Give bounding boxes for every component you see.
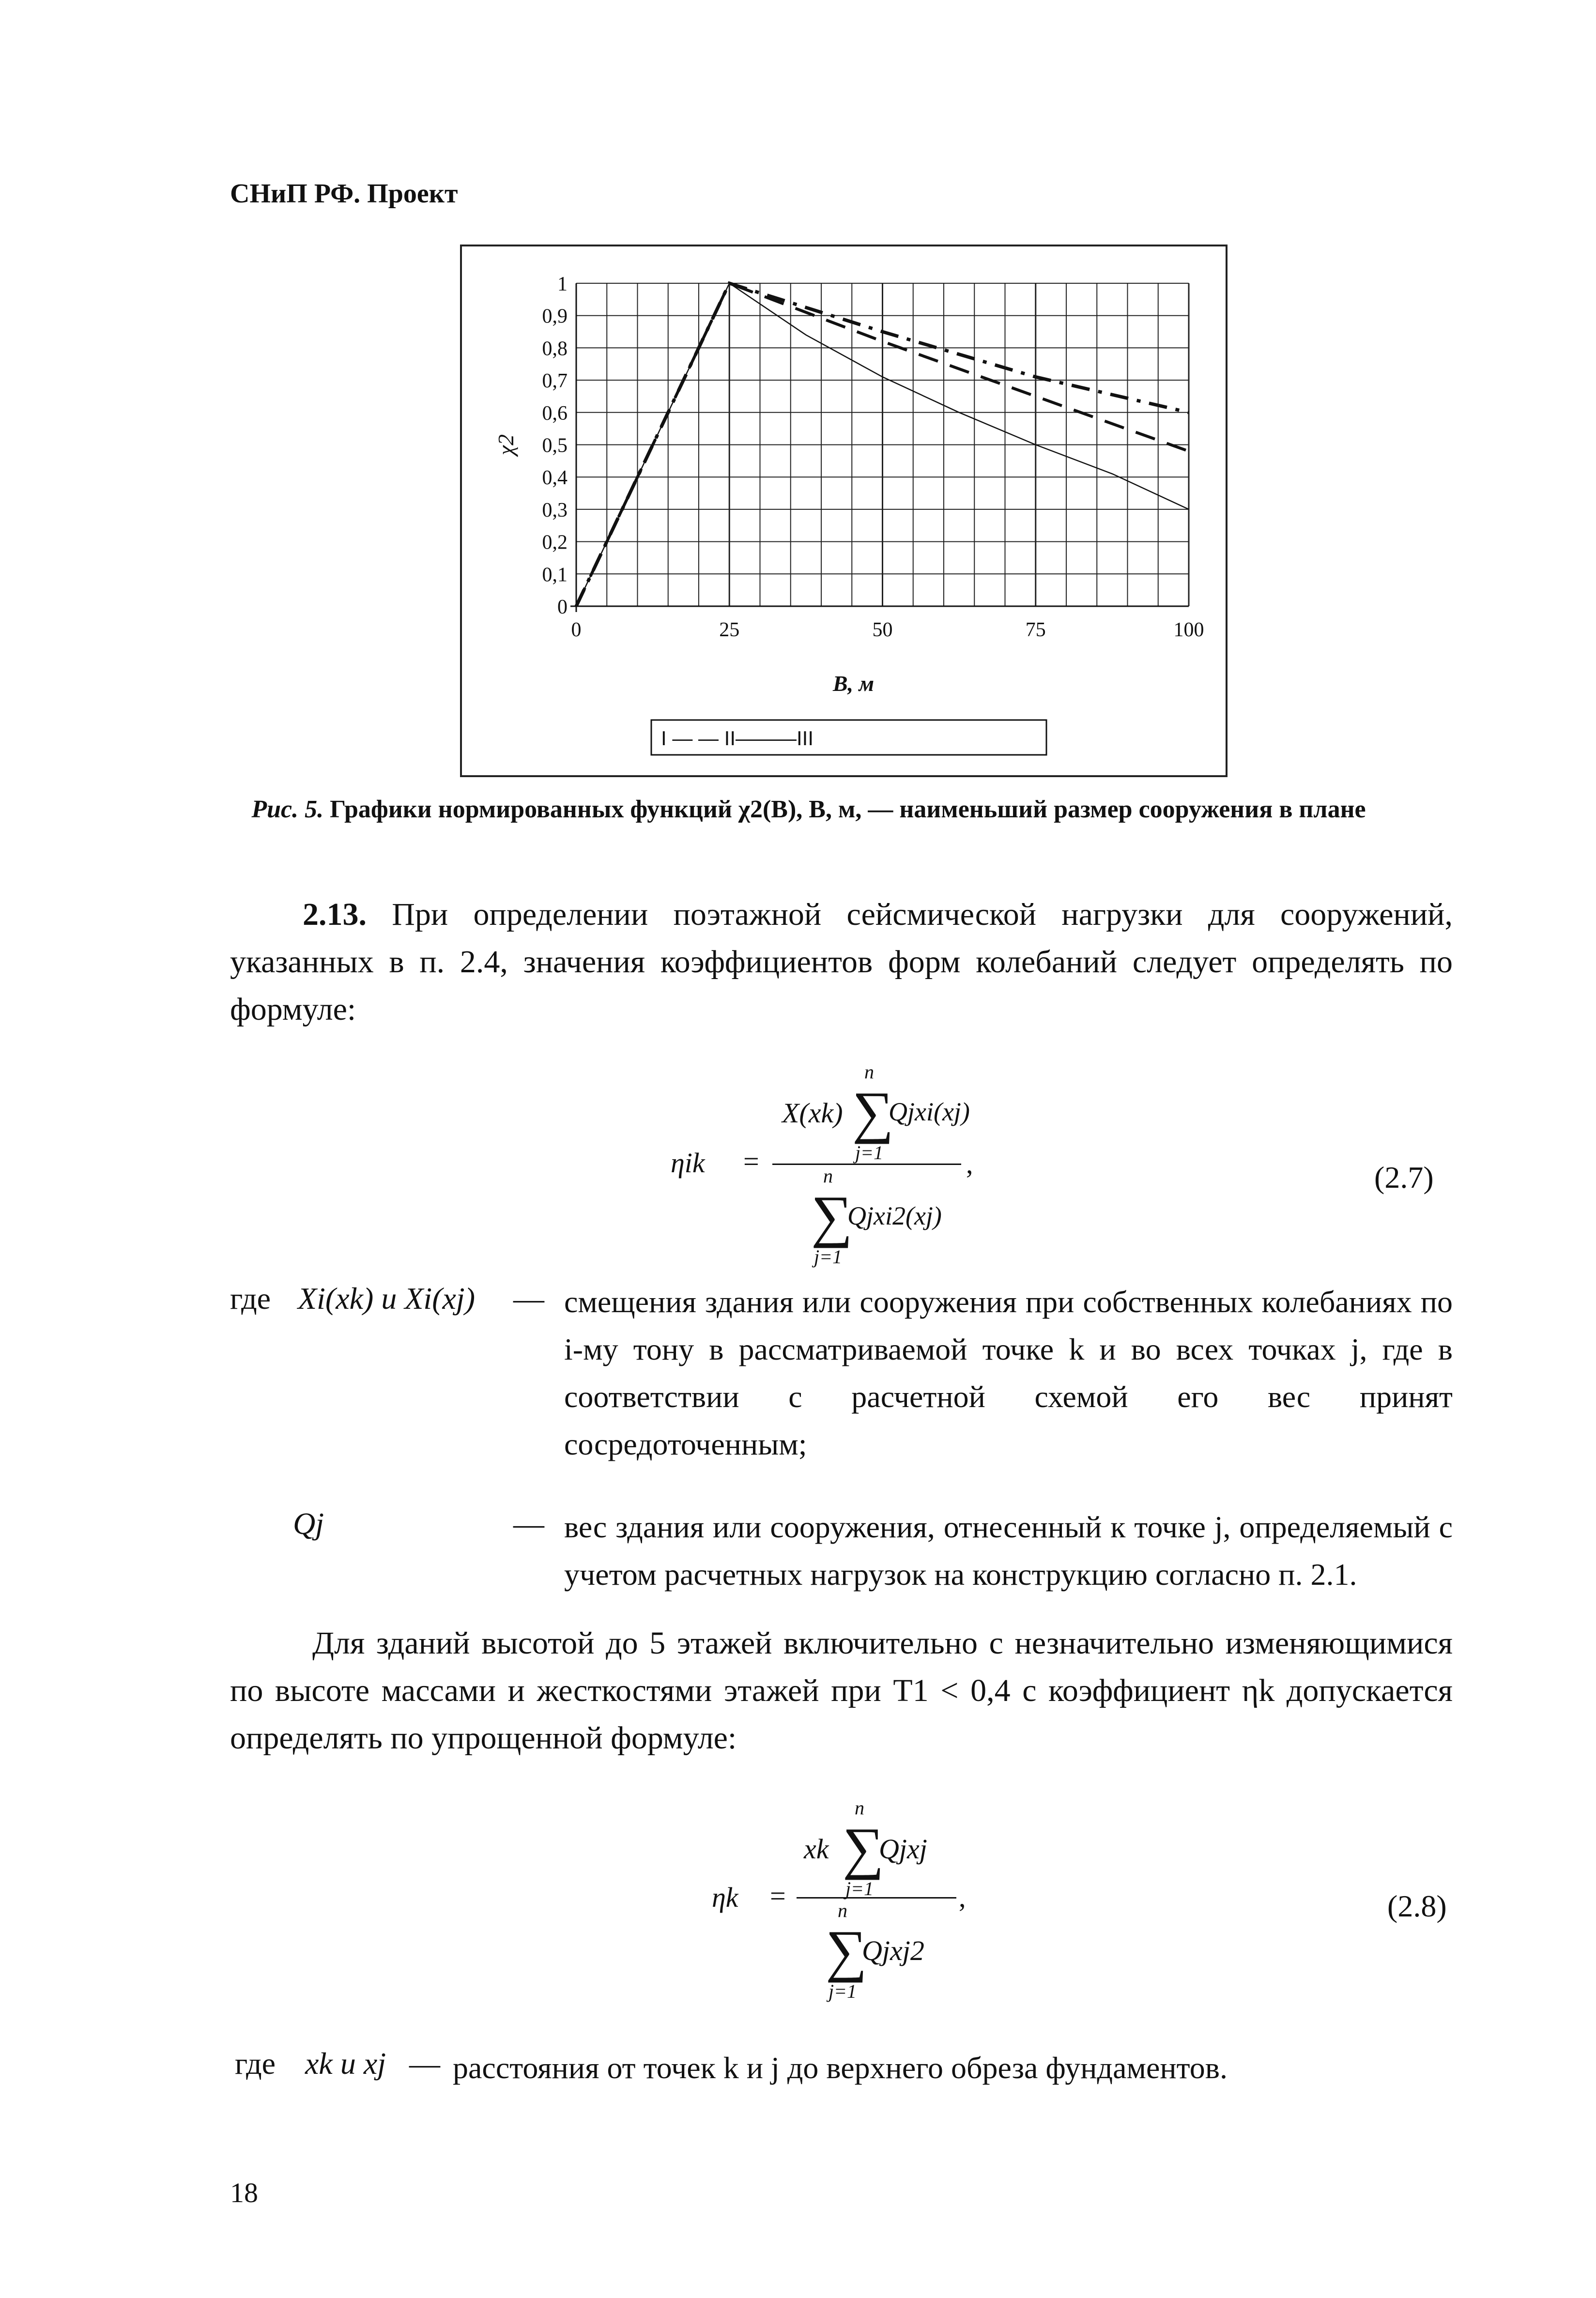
def3-term: xk и xj xyxy=(305,2046,386,2081)
def2-text: вес здания или сооружения, отнесенный к точке j, определяемый с учетом расчетных нагрузок на конструкцию согласно п. 2.1. xyxy=(564,1510,1453,1592)
formula2-den-sum xyxy=(826,1899,867,2003)
y-tick-label: 0,5 xyxy=(542,434,568,457)
equation-number-2-7: (2.7) xyxy=(1374,1160,1434,1195)
formula1-num-sum-bottom: j=1 xyxy=(855,1142,884,1164)
x-tick-label: 100 xyxy=(1173,619,1204,641)
formula1-den-sum-bottom: j=1 xyxy=(813,1246,843,1268)
def3-dash: — xyxy=(409,2046,440,2081)
formula1-eq: = xyxy=(743,1146,759,1177)
formula1-den-term: Qjxi2(xj) xyxy=(847,1201,942,1230)
x-tick-label: 25 xyxy=(719,619,740,641)
formula1-num-term: Qjxi(xj) xyxy=(889,1097,970,1126)
def3-text: расстояния от точек k и j до верхнего обреза фундаментов. xyxy=(453,2051,1228,2085)
formula2-num-sum-top: n xyxy=(855,1797,864,1819)
x-tick-label: 0 xyxy=(571,619,582,641)
formula2-num-factor: xk xyxy=(804,1833,829,1865)
y-axis-label: χ2 xyxy=(493,434,518,456)
def1-text: смещения здания или сооружения при собственных колебаниях по i-му тону в рассматриваемой точке k и во всех точках j, где в соответствии с расчетной схемой его вес принят сосредоточенным; xyxy=(564,1285,1453,1461)
formula1-den-sum xyxy=(811,1164,853,1268)
legend-text: I — — II———III xyxy=(661,727,814,750)
formula2-den-sum-bottom: j=1 xyxy=(828,1980,857,2002)
paragraph-2: Для зданий высотой до 5 этажей включительно с незначительно изменяющимися по высоте массами и жесткостями этажей при T1 < 0,4 с коэффициент ηk допускается определять по упрощенной формуле: xyxy=(230,1625,1453,1756)
formula2-eq: = xyxy=(770,1880,786,1912)
formula1-num-sum xyxy=(852,1060,894,1164)
y-tick-label: 0 xyxy=(557,596,568,618)
running-header: СНиП РФ. Проект xyxy=(230,179,458,209)
formula1-num-sum-top: n xyxy=(864,1061,874,1083)
y-tick-label: 0,6 xyxy=(542,402,568,425)
sum-sign: ∑ xyxy=(852,1080,894,1144)
figure-caption xyxy=(232,794,1385,825)
section-paragraph xyxy=(230,891,1453,1033)
sum-sign: ∑ xyxy=(843,1816,884,1880)
y-tick-label: 0,1 xyxy=(542,564,568,586)
y-tick-label: 0,2 xyxy=(542,531,568,554)
formula2-comma: , xyxy=(959,1882,966,1913)
def3-lead: где xyxy=(235,2046,276,2081)
formula1-den-sum-top: n xyxy=(823,1165,833,1187)
page-number: 18 xyxy=(230,2177,258,2208)
section-text: При определении поэтажной сейсмической нагрузки для сооружений, указанных в п. 2.4, значения коэффициентов форм колебаний следует определять по формуле: xyxy=(230,897,1453,1027)
sum-sign: ∑ xyxy=(826,1918,867,1983)
def2-term: Qj xyxy=(293,1506,324,1541)
caption-text: Графики нормированных функций χ2(B), B, м, — наименьший размер сооружения в плане xyxy=(330,796,1366,823)
formula2-num-sum xyxy=(843,1796,884,1900)
formula1-lhs: ηik xyxy=(671,1147,705,1179)
y-tick-label: 0,7 xyxy=(542,370,568,393)
formula2-num-term: Qjxj xyxy=(879,1833,927,1865)
def1-term: Xi(xk) и Xi(xj) xyxy=(298,1281,475,1316)
x-axis-label: B, м xyxy=(832,671,875,696)
caption-prefix: Рис. 5. xyxy=(251,796,324,823)
equation-number-2-8: (2.8) xyxy=(1387,1889,1447,1923)
formula2-num-sum-bottom: j=1 xyxy=(845,1878,874,1900)
formula-2-8 xyxy=(712,1796,983,2002)
y-tick-label: 0,9 xyxy=(542,305,568,328)
section-number: 2.13. xyxy=(303,897,367,932)
x-tick-label: 50 xyxy=(872,619,893,641)
formula2-lhs: ηk xyxy=(712,1882,738,1913)
y-tick-label: 1 xyxy=(557,273,568,295)
def2-dash: — xyxy=(513,1506,544,1541)
x-tick-label: 75 xyxy=(1025,619,1046,641)
chart xyxy=(460,245,1228,777)
def1-lead: где xyxy=(230,1281,271,1316)
formula2-fraction-bar xyxy=(797,1897,956,1899)
y-tick-label: 0,4 xyxy=(542,467,568,490)
sum-sign: ∑ xyxy=(811,1184,853,1248)
def1-dash: — xyxy=(513,1281,544,1316)
y-tick-label: 0,8 xyxy=(542,337,568,360)
formula1-comma: , xyxy=(966,1148,973,1180)
formula1-num-factor: X(xk) xyxy=(782,1097,843,1129)
formula-2-7 xyxy=(661,1060,1029,1268)
y-tick-label: 0,3 xyxy=(542,499,568,521)
formula2-den-sum-top: n xyxy=(838,1900,847,1921)
formula2-den-term: Qjxj2 xyxy=(862,1935,924,1966)
